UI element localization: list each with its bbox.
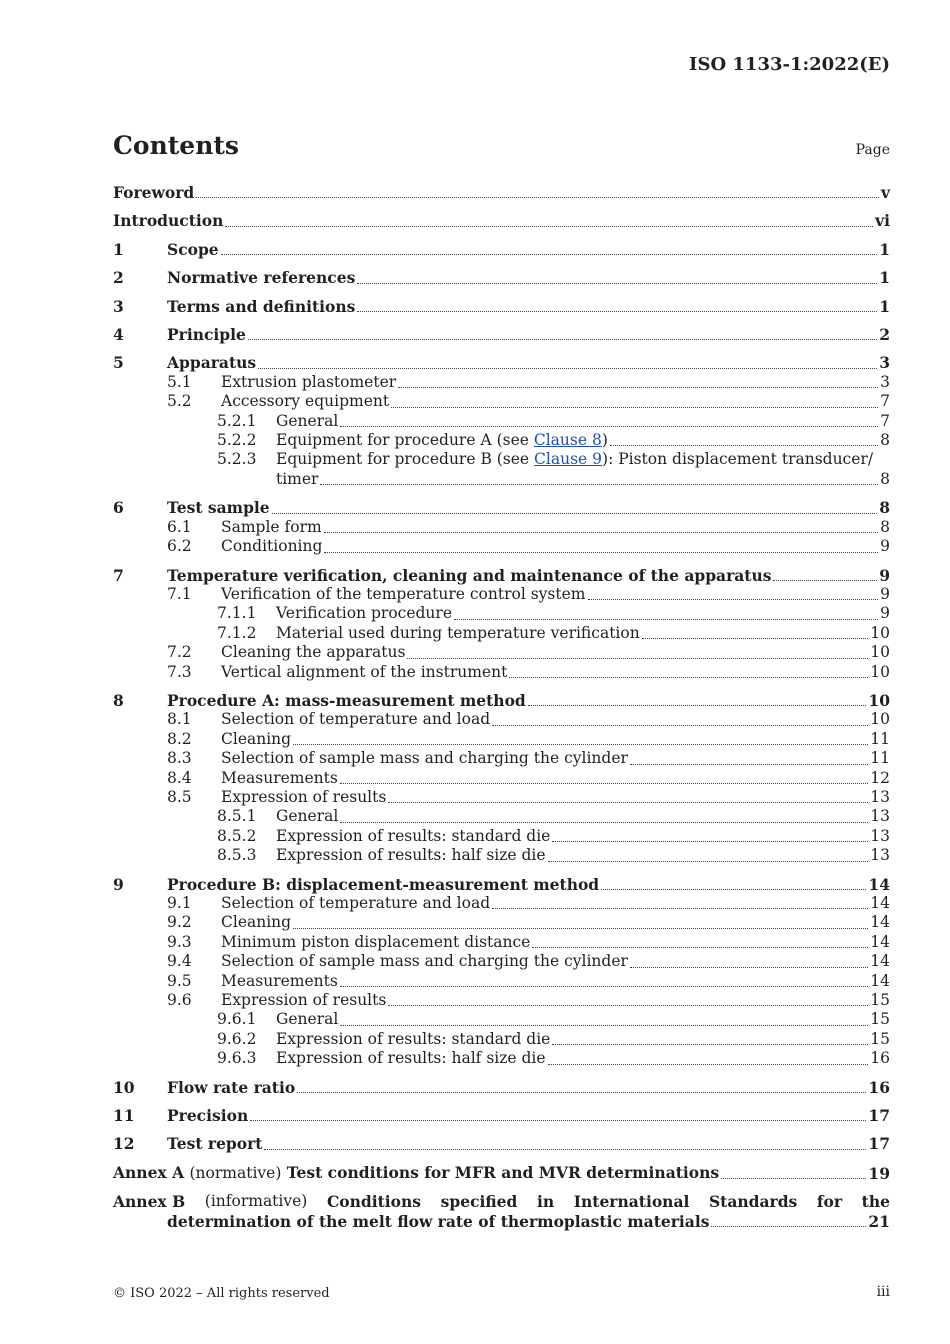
clause-link[interactable]: Clause 8 (533, 431, 602, 450)
dot-leader (357, 283, 877, 284)
toc-entry-page: 13 (870, 826, 890, 845)
toc-entry-page: 14 (868, 874, 890, 894)
toc-entry[interactable] (113, 353, 890, 372)
dot-leader (340, 986, 868, 987)
toc-entry-title: timer (276, 469, 319, 488)
toc-entry[interactable] (113, 585, 890, 604)
toc-entry[interactable] (113, 894, 890, 913)
dot-leader (388, 1005, 868, 1006)
toc-entry[interactable] (113, 1049, 890, 1068)
annex-a-entry[interactable] (113, 1163, 890, 1183)
toc-entry-page: 8 (880, 469, 890, 488)
toc-entry[interactable] (113, 643, 890, 662)
dot-leader (398, 387, 878, 388)
toc-entry-number: 5.2.3 (217, 450, 257, 469)
toc-entry-page: 3 (879, 353, 890, 373)
toc-entry-title: Cleaning the apparatus (221, 643, 406, 662)
dot-leader (532, 947, 868, 948)
dot-leader (248, 339, 877, 340)
dot-leader (297, 1092, 866, 1093)
toc-entry-number: 7.3 (167, 662, 192, 681)
toc-entry-title: Measurements (221, 971, 338, 990)
toc-entry-title: Temperature verification, cleaning and maintenance of the apparatus (167, 565, 772, 585)
toc-entry-number: 7.2 (167, 643, 192, 662)
toc-entry-page: 12 (870, 768, 890, 787)
toc-entry-number: 5.2.2 (217, 431, 257, 450)
dot-leader (320, 484, 878, 485)
dot-leader (721, 1178, 866, 1179)
page-number: iii (876, 1284, 890, 1300)
toc-entry-page: 15 (870, 991, 890, 1010)
toc-entry[interactable] (113, 624, 890, 643)
toc-entry-title (276, 450, 873, 469)
dot-leader (391, 407, 878, 408)
toc-entry-title (276, 431, 608, 450)
toc-entry-number: 11 (113, 1106, 135, 1126)
toc-entry-page: vi (875, 211, 890, 231)
dot-leader (548, 1064, 869, 1065)
toc-entry-number: 9.1 (167, 894, 192, 912)
toc-entry-page: 10 (870, 710, 890, 729)
toc-entry[interactable] (113, 807, 890, 826)
toc-entry[interactable] (113, 663, 890, 682)
annex-heading-word: International (573, 1192, 690, 1212)
dot-leader (357, 311, 877, 312)
toc-entry-title: General (276, 1010, 339, 1029)
toc-entry[interactable] (113, 875, 890, 894)
toc-entry[interactable] (113, 788, 890, 807)
toc-entry-page: 8 (880, 517, 890, 536)
toc-entry-number: 9.2 (167, 913, 192, 932)
toc-entry-number: 7.1 (167, 584, 192, 603)
toc-entry[interactable] (113, 240, 890, 259)
annex-heading-word: specified (440, 1192, 518, 1212)
toc-entry[interactable] (113, 566, 890, 585)
toc-entry-title: Procedure A: mass-measurement method (167, 690, 526, 710)
toc-entry-page: 14 (870, 971, 890, 990)
toc-entry[interactable] (113, 268, 890, 287)
dot-leader (293, 928, 868, 929)
toc-entry-title: Terms and definitions (167, 296, 356, 316)
toc-entry-page: 3 (880, 372, 890, 391)
toc-entry-number: 5.2 (167, 392, 192, 411)
toc-entry-title: Expression of results: half size die (276, 846, 546, 865)
toc-entry-title: Minimum piston displacement distance (221, 932, 531, 951)
dot-leader (340, 822, 868, 823)
toc-entry-title: Vertical alignment of the instrument (221, 662, 508, 681)
toc-entry[interactable] (113, 991, 890, 1010)
toc-entry-number: 12 (113, 1134, 135, 1154)
toc-entry[interactable] (113, 1134, 890, 1153)
annex-heading-word: Conditions (326, 1192, 422, 1212)
toc-entry-page: 8 (880, 431, 890, 450)
toc-entry-number: 6.2 (167, 537, 192, 556)
toc-entry-text: Equipment for procedure B (see (276, 450, 535, 469)
toc-entry-title: Selection of temperature and load (221, 894, 491, 912)
toc-entry-number: 10 (113, 1077, 135, 1097)
toc-entry-page: 10 (870, 623, 890, 642)
toc-entry-page: 13 (870, 846, 890, 865)
toc-entry-number: 6 (113, 498, 124, 518)
annex-kind: (informative) (204, 1192, 308, 1211)
toc-entry[interactable] (113, 769, 890, 788)
toc-entry[interactable] (113, 412, 890, 431)
toc-entry-page: 17 (868, 1134, 890, 1154)
toc-entry-number: 4 (113, 325, 124, 345)
toc-entry-page: 10 (870, 643, 890, 662)
toc-entry-title: Conditioning (221, 537, 323, 556)
annex-label: Annex B (113, 1192, 186, 1212)
toc-entry-number: 5.2.1 (217, 411, 257, 430)
toc-entry-number: 8.5.1 (217, 807, 257, 826)
toc-entry-page: 1 (879, 239, 890, 259)
toc-entry-page: 7 (880, 411, 890, 430)
dot-leader (340, 426, 878, 427)
toc-entry-title: Selection of temperature and load (221, 710, 491, 729)
toc-entry-number: 8.5 (167, 787, 192, 806)
toc-entry[interactable] (113, 604, 890, 623)
dot-leader (552, 1044, 868, 1045)
toc-entry-page: 9 (880, 604, 890, 623)
clause-link[interactable]: Clause 9 (534, 450, 603, 469)
annex-kind: (normative) (189, 1163, 282, 1182)
toc-entry-number: 9.5 (167, 971, 192, 990)
dot-leader (711, 1226, 866, 1227)
toc-entry[interactable] (113, 952, 890, 971)
toc-entry-page: 11 (870, 749, 890, 768)
toc-entry-text: ): Piston displacement transducer/ (602, 450, 874, 469)
toc-entry-title: Verification of the temperature control system (221, 584, 586, 603)
dot-leader (293, 744, 868, 745)
toc-entry-number: 7.1.2 (217, 623, 257, 642)
dot-leader (630, 967, 868, 968)
toc-entry[interactable] (113, 392, 890, 411)
page-column-label: Page (855, 142, 890, 158)
toc-entry[interactable] (113, 749, 890, 768)
toc-entry-title: Normative references (167, 268, 356, 288)
dot-leader (528, 705, 867, 706)
toc-entry[interactable] (113, 183, 890, 202)
dot-leader (773, 580, 877, 581)
toc-entry[interactable] (113, 1010, 890, 1029)
toc-entry-page: 14 (870, 913, 890, 932)
toc-entry-title: Cleaning (221, 729, 292, 748)
toc-entry[interactable] (113, 518, 890, 537)
toc-entry[interactable] (113, 450, 890, 469)
toc-entry-page: 1 (879, 268, 890, 288)
dot-leader (454, 619, 878, 620)
toc-entry-page: 8 (879, 498, 890, 518)
toc-entry-title: Expression of results: standard die (276, 1029, 551, 1048)
toc-entry-title: Principle (167, 325, 246, 345)
toc-entry-title: Test sample (167, 498, 270, 518)
toc-entry-number: 8.5.2 (217, 826, 257, 845)
toc-entry-title: Verification procedure (276, 604, 453, 623)
dot-leader (258, 368, 877, 369)
toc-entry-title: General (276, 807, 339, 826)
toc-entry-page: 13 (870, 787, 890, 806)
annex-heading: Test conditions for MFR and MVR determinations (286, 1162, 720, 1182)
toc-entry-title: Procedure B: displacement-measurement method (167, 874, 600, 894)
toc-entry[interactable] (113, 1078, 890, 1097)
toc-entry-page: 15 (870, 1029, 890, 1048)
toc-entry-text: Equipment for procedure A (see (276, 431, 534, 450)
annex-heading-word: Standards (708, 1192, 798, 1212)
annex-a-title (113, 1163, 719, 1183)
toc-entry-number: 9.6.2 (217, 1029, 257, 1048)
toc-entry[interactable] (113, 1030, 890, 1049)
toc-entry-title: Expression of results: half size die (276, 1049, 546, 1068)
toc-entry-page: 13 (870, 807, 890, 826)
toc-entry-number: 9.4 (167, 952, 192, 971)
dot-leader (492, 725, 868, 726)
toc-entry[interactable] (113, 325, 890, 344)
annex-b-continuation[interactable] (113, 1212, 890, 1231)
dot-leader (272, 513, 878, 514)
toc-entry-page: 19 (868, 1163, 890, 1183)
toc-entry-title: Introduction (113, 211, 224, 231)
annex-heading-word: the (861, 1192, 890, 1212)
toc-entry-number: 8 (113, 690, 124, 710)
dot-leader (601, 889, 866, 890)
dot-leader (407, 658, 868, 659)
table-of-contents (113, 183, 890, 1231)
toc-entry-number: 9 (113, 874, 124, 894)
toc-entry-page: 9 (880, 584, 890, 603)
toc-entry-page: 17 (868, 1106, 890, 1126)
toc-entry-number: 8.4 (167, 768, 192, 787)
toc-entry-continuation[interactable] (113, 470, 890, 489)
toc-entry-page: 15 (870, 1010, 890, 1029)
toc-entry-title: Accessory equipment (221, 392, 390, 411)
toc-entry[interactable] (113, 498, 890, 517)
toc-entry-number: 8.1 (167, 710, 192, 729)
dot-leader (642, 638, 869, 639)
toc-entry-title: Apparatus (167, 353, 257, 373)
toc-entry[interactable] (113, 933, 890, 952)
annex-label: Annex A (113, 1162, 185, 1182)
toc-entry[interactable] (113, 1106, 890, 1125)
toc-entry-title: Scope (167, 239, 219, 259)
toc-entry-title: Expression of results: standard die (276, 826, 551, 845)
toc-entry-page: 10 (868, 690, 890, 710)
toc-entry-number: 3 (113, 296, 124, 316)
annex-b-entry[interactable] (113, 1192, 890, 1211)
toc-entry-page: 7 (880, 392, 890, 411)
dot-leader (264, 1149, 866, 1150)
toc-entry-page: 21 (868, 1211, 890, 1231)
annex-heading: determination of the melt flow rate of thermoplastic materials (167, 1211, 710, 1231)
toc-entry-number: 6.1 (167, 517, 192, 536)
toc-entry-number: 5.1 (167, 372, 192, 391)
toc-entry-number: 9.6.1 (217, 1010, 257, 1029)
toc-entry-page: 11 (870, 729, 890, 748)
toc-entry[interactable] (113, 691, 890, 710)
toc-entry-number: 7.1.1 (217, 604, 257, 623)
toc-entry-number: 9.6.3 (217, 1049, 257, 1068)
toc-entry[interactable] (113, 827, 890, 846)
toc-entry-page: 14 (870, 952, 890, 971)
annex-heading-word: for (816, 1192, 843, 1212)
toc-entry-page: 1 (879, 296, 890, 316)
dot-leader (630, 764, 868, 765)
toc-entry[interactable] (113, 431, 890, 450)
toc-entry-page: 9 (879, 565, 890, 585)
toc-entry[interactable] (113, 913, 890, 932)
dot-leader (388, 802, 868, 803)
dot-leader (340, 1025, 868, 1026)
toc-entry-number: 8.5.3 (217, 846, 257, 865)
toc-entry-number: 5 (113, 353, 124, 373)
toc-entry-page: 14 (870, 932, 890, 951)
toc-entry-title: General (276, 411, 339, 430)
toc-entry-page: 16 (868, 1077, 890, 1097)
dot-leader (196, 197, 879, 198)
dot-leader (509, 677, 868, 678)
toc-entry-page: 10 (870, 662, 890, 681)
annex-heading-word: in (536, 1192, 555, 1212)
dot-leader (492, 908, 868, 909)
toc-entry-title: Material used during temperature verification (276, 623, 640, 642)
toc-entry-text: ) (601, 431, 608, 450)
dot-leader (340, 783, 868, 784)
toc-entry-page: 9 (880, 537, 890, 556)
toc-entry-title: Measurements (221, 768, 338, 787)
dot-leader (225, 226, 873, 227)
toc-entry[interactable] (113, 710, 890, 729)
toc-entry[interactable] (113, 297, 890, 316)
dot-leader (588, 599, 879, 600)
toc-entry-title: Foreword (113, 183, 195, 202)
toc-entry-title: Test report (167, 1134, 263, 1154)
copyright-notice: © ISO 2022 – All rights reserved (113, 1286, 330, 1301)
toc-entry-number: 9.6 (167, 991, 192, 1010)
dot-leader (324, 552, 878, 553)
dot-leader (548, 861, 869, 862)
dot-leader (221, 254, 878, 255)
toc-entry[interactable] (113, 211, 890, 230)
toc-entry-page: 16 (870, 1049, 890, 1068)
toc-entry-page: 14 (870, 894, 890, 912)
document-id: ISO 1133-1:2022(E) (689, 54, 890, 75)
toc-entry-title: Precision (167, 1106, 249, 1126)
toc-entry[interactable] (113, 846, 890, 865)
page-title: Contents (113, 131, 240, 160)
toc-entry-title: Expression of results (221, 787, 387, 806)
toc-entry-number: 8.3 (167, 749, 192, 768)
toc-entry[interactable] (113, 730, 890, 749)
toc-entry[interactable] (113, 373, 890, 392)
toc-entry[interactable] (113, 537, 890, 556)
toc-entry-number: 7 (113, 565, 124, 585)
toc-entry-number: 2 (113, 268, 124, 288)
dot-leader (324, 532, 878, 533)
dot-leader (552, 841, 868, 842)
toc-entry-title: Cleaning (221, 913, 292, 932)
toc-entry-number: 8.2 (167, 729, 192, 748)
dot-leader (250, 1120, 866, 1121)
toc-entry-title: Extrusion plastometer (221, 372, 397, 391)
toc-entry-page: 2 (879, 325, 890, 345)
toc-entry-title: Sample form (221, 517, 322, 536)
toc-entry-title: Expression of results (221, 991, 387, 1010)
toc-entry-number: 1 (113, 239, 124, 259)
toc-entry[interactable] (113, 972, 890, 991)
toc-entry-title: Selection of sample mass and charging the cylinder (221, 952, 628, 971)
toc-entry-title: Flow rate ratio (167, 1077, 296, 1097)
toc-entry-page: v (880, 183, 890, 202)
toc-entry-number: 9.3 (167, 932, 192, 951)
toc-entry-title: Selection of sample mass and charging the cylinder (221, 749, 628, 768)
dot-leader (610, 445, 878, 446)
